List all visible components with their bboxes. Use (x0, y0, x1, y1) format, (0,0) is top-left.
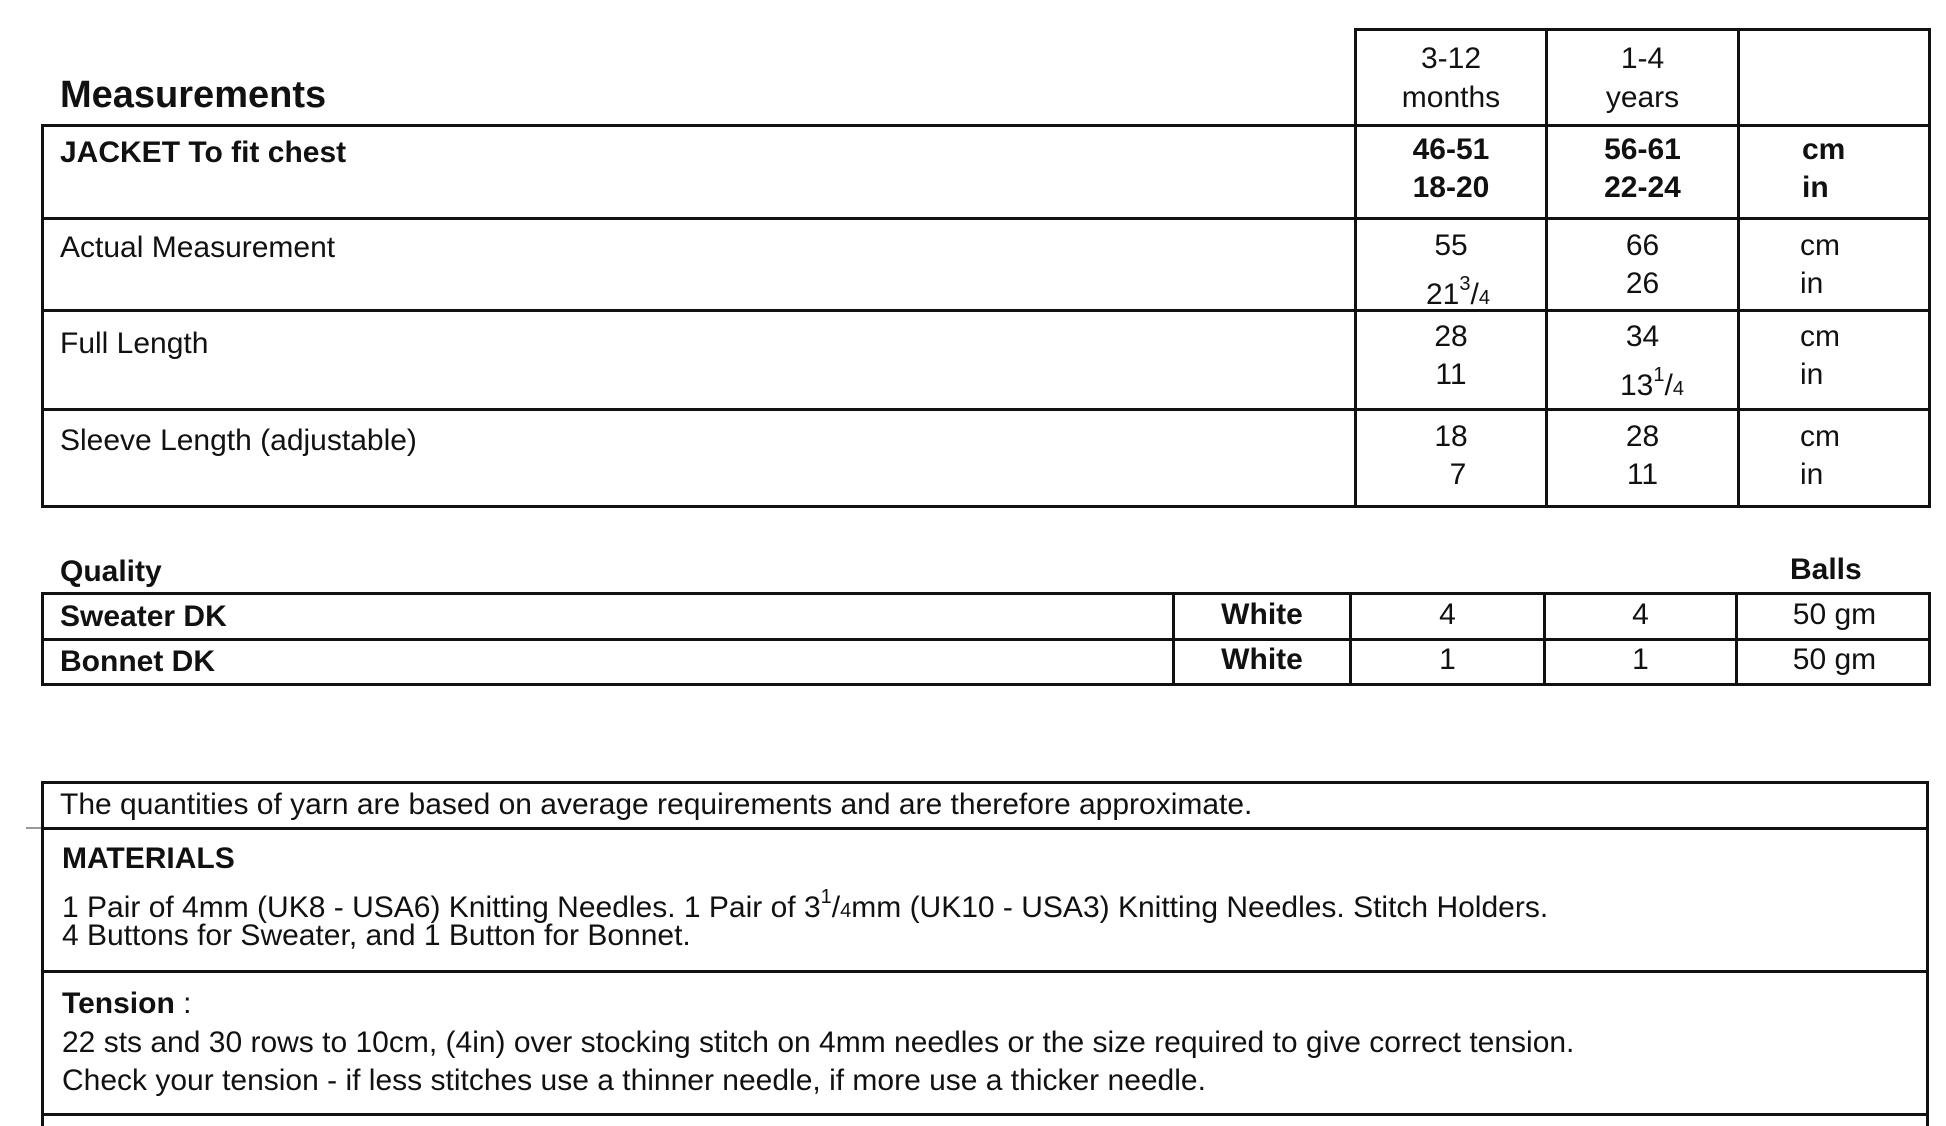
quality-label: Quality (60, 555, 162, 588)
unit-label: in (1800, 358, 1824, 391)
unit-label: cm (1800, 320, 1840, 353)
size-header-1-line2: months (1401, 81, 1501, 114)
measurements-title: Measurements (60, 74, 327, 116)
materials-title: MATERIALS (62, 842, 235, 875)
cell-value: 11 (1626, 458, 1659, 491)
cell-value: 18-20 (1412, 171, 1490, 204)
ball-count: 4 (1632, 598, 1649, 631)
header-divider (1737, 28, 1740, 127)
tension-line-2: Check your tension - if less stitches use a thinner needle, if more use a thicker needle. (62, 1064, 1206, 1097)
row-divider (41, 217, 1931, 220)
row-divider (41, 827, 1929, 830)
col-divider (1737, 124, 1740, 508)
tension-heading (62, 985, 191, 1023)
unit-label: cm (1802, 133, 1846, 166)
materials-line-2: 4 Buttons for Sweater, and 1 Button for Bonnet. (62, 919, 691, 952)
tension-colon: : (183, 987, 192, 1020)
cell-value-fraction: $13^1/4$ (1620, 364, 1684, 402)
cell-value: 7 (1449, 458, 1467, 491)
cell-value: 46-51 (1412, 133, 1490, 166)
cell-value: 34 (1625, 320, 1660, 353)
disclaimer-text: The quantities of yarn are based on average requirements and are therefore approximate. (60, 788, 1253, 821)
row-divider (41, 1113, 1929, 1116)
cell-value: 66 (1625, 229, 1660, 262)
row-divider (41, 970, 1929, 973)
tension-title: Tension (62, 987, 175, 1020)
row-label-jacket: JACKET To fit chest (60, 136, 347, 169)
unit-label: in (1800, 267, 1824, 300)
size-header-1-line1: 3-12 (1420, 42, 1482, 75)
ball-count: 1 (1439, 643, 1456, 676)
unit-label: cm (1800, 229, 1840, 262)
row-divider (41, 408, 1931, 411)
yarn-name: Bonnet DK (60, 645, 215, 678)
tension-line-1: 22 sts and 30 rows to 10cm, (4in) over stocking stitch on 4mm needles or the size required to give correct tension. (62, 1026, 1575, 1059)
cell-value: 18 (1434, 420, 1468, 453)
cell-value: 55 (1434, 229, 1468, 262)
row-label-sleeve: Sleeve Length (adjustable) (60, 424, 417, 457)
cell-value: 56-61 (1604, 133, 1681, 166)
unit-label: in (1800, 458, 1824, 491)
margin-tick (26, 827, 41, 829)
cell-value: 26 (1625, 267, 1660, 300)
ball-count: 4 (1439, 598, 1456, 631)
balls-label: Balls (1790, 553, 1862, 586)
unit-label: in (1802, 171, 1829, 204)
cell-value: 28 (1625, 420, 1660, 453)
yarn-colour: White (1221, 643, 1303, 676)
cell-value: 11 (1435, 358, 1467, 391)
ball-weight: 50 gm (1792, 643, 1877, 676)
ball-count: 1 (1632, 643, 1649, 676)
unit-label: cm (1800, 420, 1840, 453)
cell-value: 22-24 (1604, 171, 1681, 204)
yarn-name: Sweater DK (60, 600, 227, 633)
cell-value: 28 (1434, 320, 1468, 353)
size-header-2-line1: 1-4 (1620, 42, 1665, 75)
ball-weight: 50 gm (1792, 598, 1877, 631)
row-divider (41, 309, 1931, 312)
row-label-actual: Actual Measurement (60, 231, 336, 264)
size-header-2-line2: years (1605, 81, 1680, 114)
yarn-colour: White (1221, 598, 1303, 631)
row-label-full-length: Full Length (60, 327, 209, 360)
cell-value-fraction: $21^3/4$ (1426, 273, 1490, 311)
materials-line-1: 1 Pair of 4mm (UK8 - USA6) Knitting Needles. 1 Pair of $3^1/4mm$ (UK10 - USA3) Knitting Needles. Stitch Holders. (62, 886, 1549, 924)
